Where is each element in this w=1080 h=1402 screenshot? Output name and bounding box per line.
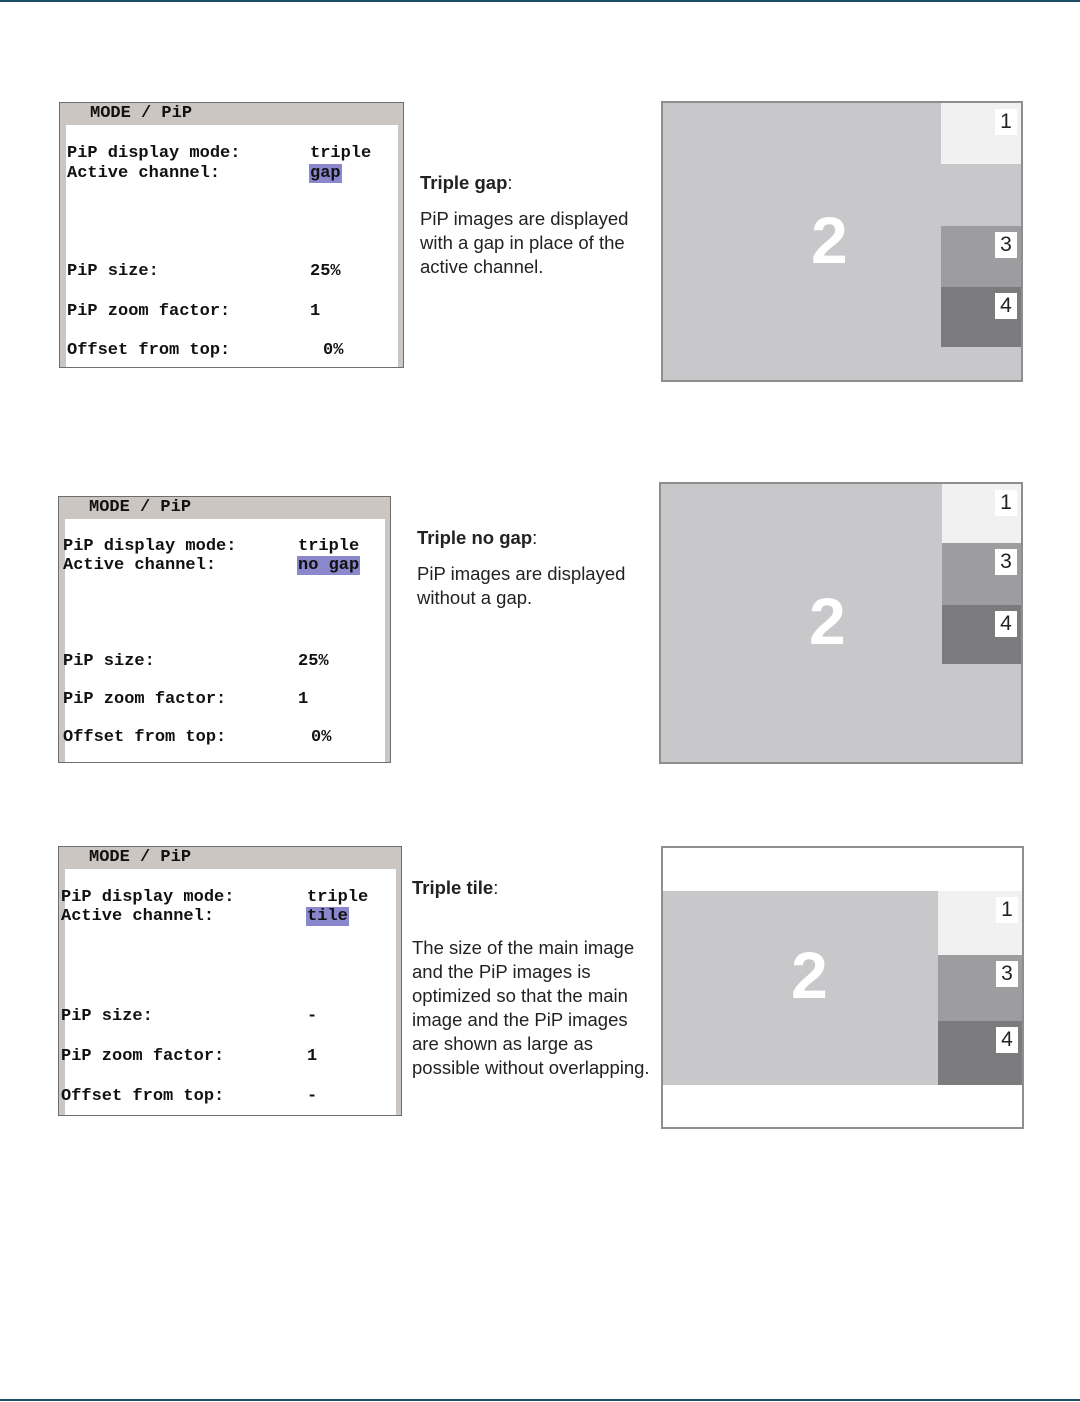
pip-tile-number: 1: [996, 897, 1018, 923]
pip-zoom-factor-value: 1: [307, 1047, 318, 1066]
pip-size-label: PiP size:: [67, 262, 159, 281]
osd-menu-triple-gap: [59, 102, 404, 368]
active-channel-label: Active channel:: [61, 907, 215, 926]
osd-frame-left: [60, 125, 66, 367]
pip-size-label: PiP size:: [61, 1007, 153, 1026]
osd-frame-right: [396, 869, 401, 1115]
description-heading: Triple no gap: [417, 527, 533, 548]
pip-size-value: -: [307, 1007, 318, 1026]
pip-display-mode-label: PiP display mode:: [63, 537, 237, 556]
osd-menu-triple-no-gap: [58, 496, 391, 763]
description-triple-gap: [420, 171, 660, 279]
pip-tile-number: 3: [995, 232, 1017, 258]
osd-frame-right: [385, 519, 390, 762]
pip-display-mode-value: triple: [298, 537, 360, 556]
pip-size-label: PiP size:: [63, 652, 155, 671]
main-channel-number: 2: [811, 203, 848, 277]
active-channel-value: tile: [307, 907, 348, 926]
pip-size-value: 25%: [298, 652, 329, 671]
pip-tile-1: [942, 484, 1021, 543]
description-triple-no-gap: [417, 526, 657, 610]
osd-title: MODE / PiP: [59, 847, 401, 869]
description-heading: Triple tile: [412, 877, 494, 898]
pip-tile-number: 4: [995, 293, 1017, 319]
offset-from-top-value: -: [307, 1087, 318, 1106]
main-channel-number: 2: [791, 938, 828, 1012]
offset-from-top-value: 0%: [323, 341, 344, 360]
offset-from-top-value: 0%: [311, 728, 332, 747]
pip-display-mode-value: triple: [307, 888, 369, 907]
description-heading: Triple gap: [420, 172, 508, 193]
description-text: PiP images are displayed with a gap in place of the active channel.: [420, 208, 629, 277]
heading-colon: :: [493, 877, 499, 898]
osd-menu-triple-tile: [58, 846, 402, 1116]
osd-title: MODE / PiP: [60, 103, 403, 125]
pip-zoom-factor-label: PiP zoom factor:: [67, 302, 231, 321]
pip-zoom-factor-value: 1: [310, 302, 321, 321]
pip-display-mode-value: triple: [310, 144, 372, 163]
letterbox-bottom: [663, 1085, 1022, 1127]
offset-from-top-label: Offset from top:: [61, 1087, 225, 1106]
pip-tile-4: [938, 1021, 1022, 1085]
layout-preview-triple-gap: [661, 101, 1023, 382]
pip-display-mode-label: PiP display mode:: [61, 888, 235, 907]
active-channel-label: Active channel:: [67, 164, 221, 183]
letterbox-top: [663, 848, 1022, 891]
pip-tile-1: [938, 891, 1022, 955]
pip-tile-4: [941, 287, 1021, 347]
active-channel-label: Active channel:: [63, 556, 217, 575]
offset-from-top-label: Offset from top:: [67, 341, 231, 360]
pip-tile-number: 3: [996, 961, 1018, 987]
pip-tile-number: 1: [995, 490, 1017, 516]
description-text: PiP images are displayed without a gap.: [417, 563, 626, 608]
bottom-rule: [0, 1399, 1080, 1401]
layout-preview-triple-no-gap: [659, 482, 1023, 764]
main-channel-number: 2: [809, 584, 846, 658]
osd-title: MODE / PiP: [59, 497, 390, 519]
pip-size-value: 25%: [310, 262, 341, 281]
pip-tile-number: 1: [995, 109, 1017, 135]
pip-zoom-factor-value: 1: [298, 690, 309, 709]
pip-zoom-factor-label: PiP zoom factor:: [61, 1047, 225, 1066]
pip-zoom-factor-label: PiP zoom factor:: [63, 690, 227, 709]
layout-preview-triple-tile: [661, 846, 1024, 1129]
heading-colon: :: [532, 527, 538, 548]
offset-from-top-label: Offset from top:: [63, 728, 227, 747]
pip-tile-number: 4: [995, 611, 1017, 637]
pip-tile-3: [941, 226, 1021, 287]
pip-tile-3: [938, 955, 1022, 1021]
pip-tile-number: 4: [996, 1027, 1018, 1053]
description-triple-tile: [412, 876, 652, 1080]
pip-tile-4: [942, 605, 1021, 664]
top-rule: [0, 0, 1080, 2]
pip-tile-number: 3: [995, 549, 1017, 575]
active-channel-value: gap: [310, 164, 341, 183]
heading-colon: :: [507, 172, 513, 193]
osd-frame-right: [398, 125, 403, 367]
description-text: The size of the main image and the PiP images is optimized so that the main image and the PiP images are shown as large as possible without overlapping.: [412, 937, 650, 1078]
pip-tile-1: [941, 103, 1021, 164]
active-channel-value: no gap: [298, 556, 360, 575]
pip-display-mode-label: PiP display mode:: [67, 144, 241, 163]
pip-tile-3: [942, 543, 1021, 605]
